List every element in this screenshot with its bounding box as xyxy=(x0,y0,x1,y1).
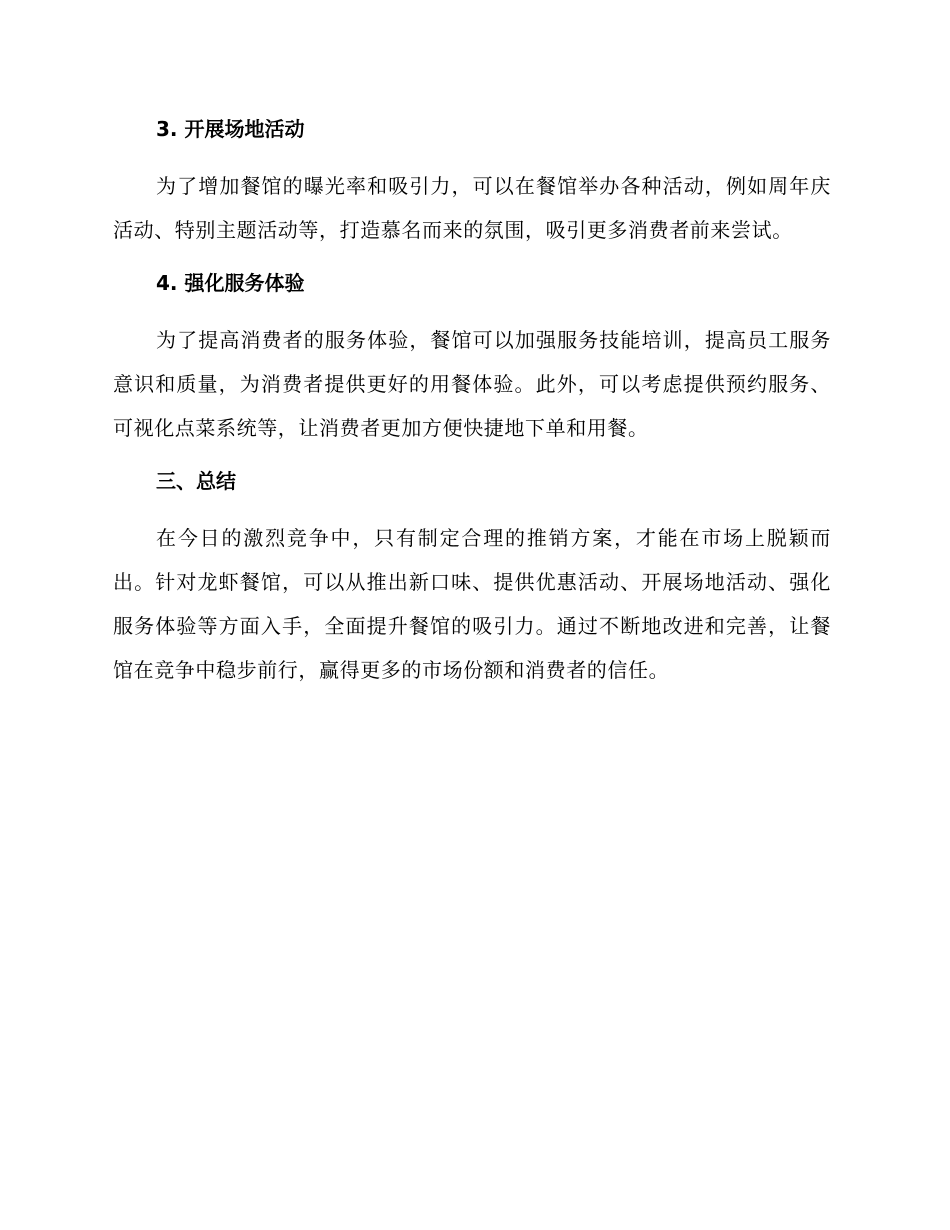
section-heading-summary: 三、总结 xyxy=(156,469,236,493)
section-heading-activities: 3. 开展场地活动 xyxy=(156,117,305,141)
document-body xyxy=(113,112,831,692)
section-paragraph-service: 为了提高消费者的服务体验，餐馆可以加强服务技能培训，提高员工服务意识和质量，为消费者提供更好的用餐体验。此外，可以考虑提供预约服务、可视化点菜系统等，让消费者更加方便快捷地下单和用餐。 xyxy=(113,328,831,440)
section-paragraph-summary: 在今日的激烈竞争中，只有制定合理的推销方案，才能在市场上脱颖而出。针对龙虾餐馆，可以从推出新口味、提供优惠活动、开展场地活动、强化服务体验等方面入手，全面提升餐馆的吸引力。通过不断地改进和完善，让餐馆在竞争中稳步前行，赢得更多的市场份额和消费者的信任。 xyxy=(113,526,831,682)
section-heading-service: 4. 强化服务体验 xyxy=(156,271,305,295)
section-paragraph-activities: 为了增加餐馆的曝光率和吸引力，可以在餐馆举办各种活动，例如周年庆活动、特别主题活动等，打造慕名而来的氛围，吸引更多消费者前来尝试。 xyxy=(113,174,831,242)
